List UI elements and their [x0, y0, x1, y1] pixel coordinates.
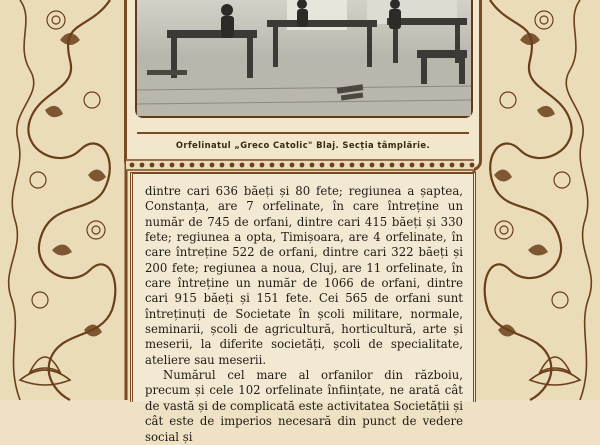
- ornament-dot: [310, 163, 315, 168]
- ornament-dot: [170, 163, 175, 168]
- ornament-dot: [250, 163, 255, 168]
- workshop-photo: [135, 0, 473, 118]
- dotted-ornament: [126, 159, 474, 171]
- ornament-dot: [340, 163, 345, 168]
- ornament-dot: [240, 163, 245, 168]
- paragraph-1: dintre cari 636 băeți și 80 fete; regiunea a șaptea, Constanța, are 7 orfelinate, în care întreține un număr de 745 de orfani, dintre cari 415 băeți și 330 fete; regiunea a opta, Timișoara, are 4 orfelinate, în care întreține 522 de orfani, dintre cari 322 băeți și 200 fete; regiunea a noua, Cluj, are 11 orfelinate, în care întreține un număr de 1066 de orfani, dintre cari 915 băeți și 151 fete. Cei 565 de orfani sunt întreținuți de Societate în școli militare, normale, seminarii, școli de agricultură, horticultură, arte și meserii, la diferite societăți, școli de specialitate, ateliere sau meserii.: [145, 184, 463, 367]
- dotted-border-band: [126, 156, 474, 168]
- ornament-dot: [300, 163, 305, 168]
- right-ornamental-border: [472, 0, 600, 400]
- body-text-panel: [130, 172, 476, 444]
- ornament-dot: [150, 163, 155, 168]
- ornament-dot: [450, 163, 455, 168]
- ornament-dot: [330, 163, 335, 168]
- ornament-dot: [370, 163, 375, 168]
- ornament-dot: [420, 163, 425, 168]
- ornament-dot: [210, 163, 215, 168]
- ornament-dot: [200, 163, 205, 168]
- ornament-dot: [190, 163, 195, 168]
- ornament-dot: [400, 163, 405, 168]
- ornament-dot: [410, 163, 415, 168]
- ornament-dot: [280, 163, 285, 168]
- ornament-dot: [390, 163, 395, 168]
- ornament-dot: [440, 163, 445, 168]
- ornament-dot: [130, 163, 135, 168]
- left-ornamental-border: [0, 0, 128, 400]
- photo-frame: [124, 0, 482, 171]
- ornament-dot: [220, 163, 225, 168]
- caption-top-rule: [137, 132, 469, 134]
- ornament-dot: [470, 163, 475, 168]
- photo-caption: Orfelinatul „Greco Catolic" Blaj. Secția tâmplărie.: [175, 140, 431, 150]
- ornament-dot: [230, 163, 235, 168]
- ornament-dot: [320, 163, 325, 168]
- ornament-dot: [460, 163, 465, 168]
- carpentry-workshop-image: [137, 0, 471, 116]
- ornament-dot: [380, 163, 385, 168]
- ornament-dot: [270, 163, 275, 168]
- ornament-dot: [180, 163, 185, 168]
- ornament-dot: [260, 163, 265, 168]
- ornament-dot: [290, 163, 295, 168]
- ornament-dot: [350, 163, 355, 168]
- ornament-dot: [160, 163, 165, 168]
- paragraph-2: Numărul cel mare al orfanilor din războiu, precum și cele 102 orfelinate înființate, ne arată cât de vastă și de complicată este activitatea Societății și cât este de imperios necesară din punct de vedere social și: [145, 368, 463, 444]
- left-floral-ornament: [0, 0, 128, 400]
- ornament-dot: [430, 163, 435, 168]
- ornament-dot: [360, 163, 365, 168]
- right-floral-ornament: [472, 0, 600, 400]
- ornament-dot: [140, 163, 145, 168]
